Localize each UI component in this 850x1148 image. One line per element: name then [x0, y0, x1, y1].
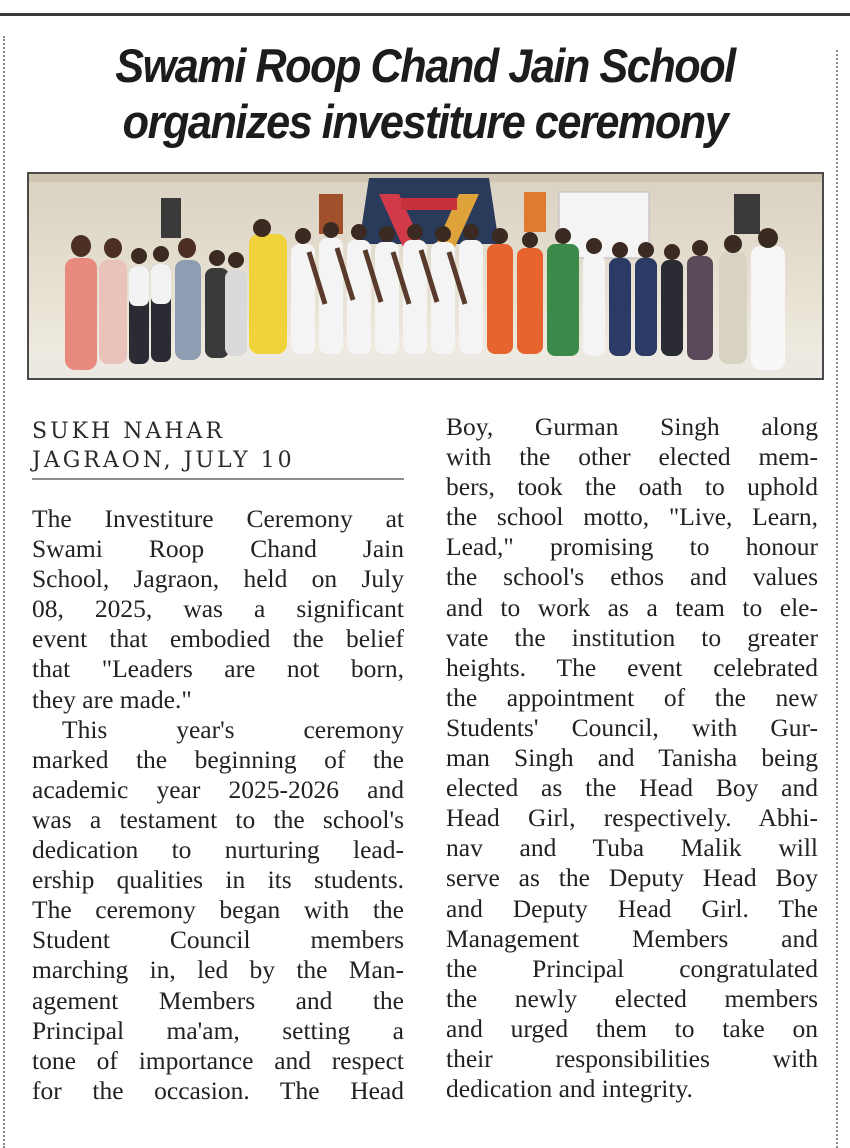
- text-line: with the other elected mem-: [446, 442, 818, 472]
- text-line: Students' Council, with Gur-: [446, 712, 818, 742]
- text-line: ership qualities in its students.: [32, 865, 404, 895]
- article-column-right: [446, 412, 818, 1104]
- text-line: the newly elected members: [446, 983, 818, 1013]
- text-line: dedication to nurturing lead-: [32, 835, 404, 865]
- text-line: marked the beginning of the: [32, 744, 404, 774]
- byline: [32, 417, 404, 475]
- text-line: Swami Roop Chand Jain: [32, 534, 404, 564]
- text-line: they are made.": [32, 684, 192, 714]
- text-line: Student Council members: [32, 925, 404, 955]
- text-line: nav and Tuba Malik will: [446, 833, 818, 863]
- column-divider-right: [836, 50, 838, 1148]
- text-line: for the occasion. The Head: [32, 1075, 404, 1105]
- text-line: event that embodied the belief: [32, 624, 404, 654]
- group-photo: [27, 172, 824, 380]
- text-line: elected as the Head Boy and: [446, 773, 818, 803]
- text-line: Lead," promising to honour: [446, 532, 818, 562]
- text-line: the school motto, "Live, Learn,: [446, 502, 818, 532]
- text-line: that "Leaders are not born,: [32, 654, 404, 684]
- text-line: Management Members and: [446, 923, 818, 953]
- byline-dateline: JAGRAON, JULY 10: [32, 448, 295, 473]
- text-line: their responsibilities with: [446, 1043, 818, 1073]
- group-photo-icon: [29, 174, 822, 378]
- text-line: Head Girl, respectively. Abhi-: [446, 803, 818, 833]
- text-line: and urged them to take on: [446, 1013, 818, 1043]
- text-line: man Singh and Tanisha being: [446, 743, 818, 773]
- headline: [30, 38, 820, 150]
- text-line: the appointment of the new: [446, 682, 818, 712]
- text-line: bers, took the oath to uphold: [446, 472, 818, 502]
- byline-author: SUKH NAHAR: [32, 419, 226, 444]
- text-line: marching in, led by the Man-: [32, 955, 404, 985]
- text-line: tone of importance and respect: [32, 1045, 404, 1075]
- text-line: This year's ceremony: [62, 714, 404, 744]
- headline-line: organizes investiture ceremony: [122, 95, 728, 148]
- text-line: the school's ethos and values: [446, 562, 818, 592]
- text-line: dedication and integrity.: [446, 1074, 693, 1104]
- text-line: the Principal congratulated: [446, 953, 818, 983]
- text-line: The ceremony began with the: [32, 895, 404, 925]
- text-line: agement Members and the: [32, 985, 404, 1015]
- column-divider-left: [3, 36, 5, 1148]
- text-line: academic year 2025-2026 and: [32, 774, 404, 804]
- top-rule: [0, 13, 850, 16]
- text-line: 08, 2025, was a significant: [32, 594, 404, 624]
- byline-divider: [32, 478, 404, 480]
- text-line: vate the institution to greater: [446, 622, 818, 652]
- text-line: School, Jagraon, held on July: [32, 564, 404, 594]
- text-line: Boy, Gurman Singh along: [446, 412, 818, 441]
- text-line: Principal ma'am, setting a: [32, 1015, 404, 1045]
- text-line: The Investiture Ceremony at: [32, 504, 404, 533]
- text-line: was a testament to the school's: [32, 804, 404, 834]
- text-line: and Deputy Head Girl. The: [446, 893, 818, 923]
- article-column-left: [32, 504, 404, 1106]
- headline-line: Swami Roop Chand Jain School: [115, 39, 735, 92]
- text-line: heights. The event celebrated: [446, 652, 818, 682]
- text-line: and to work as a team to ele-: [446, 592, 818, 622]
- text-line: serve as the Deputy Head Boy: [446, 863, 818, 893]
